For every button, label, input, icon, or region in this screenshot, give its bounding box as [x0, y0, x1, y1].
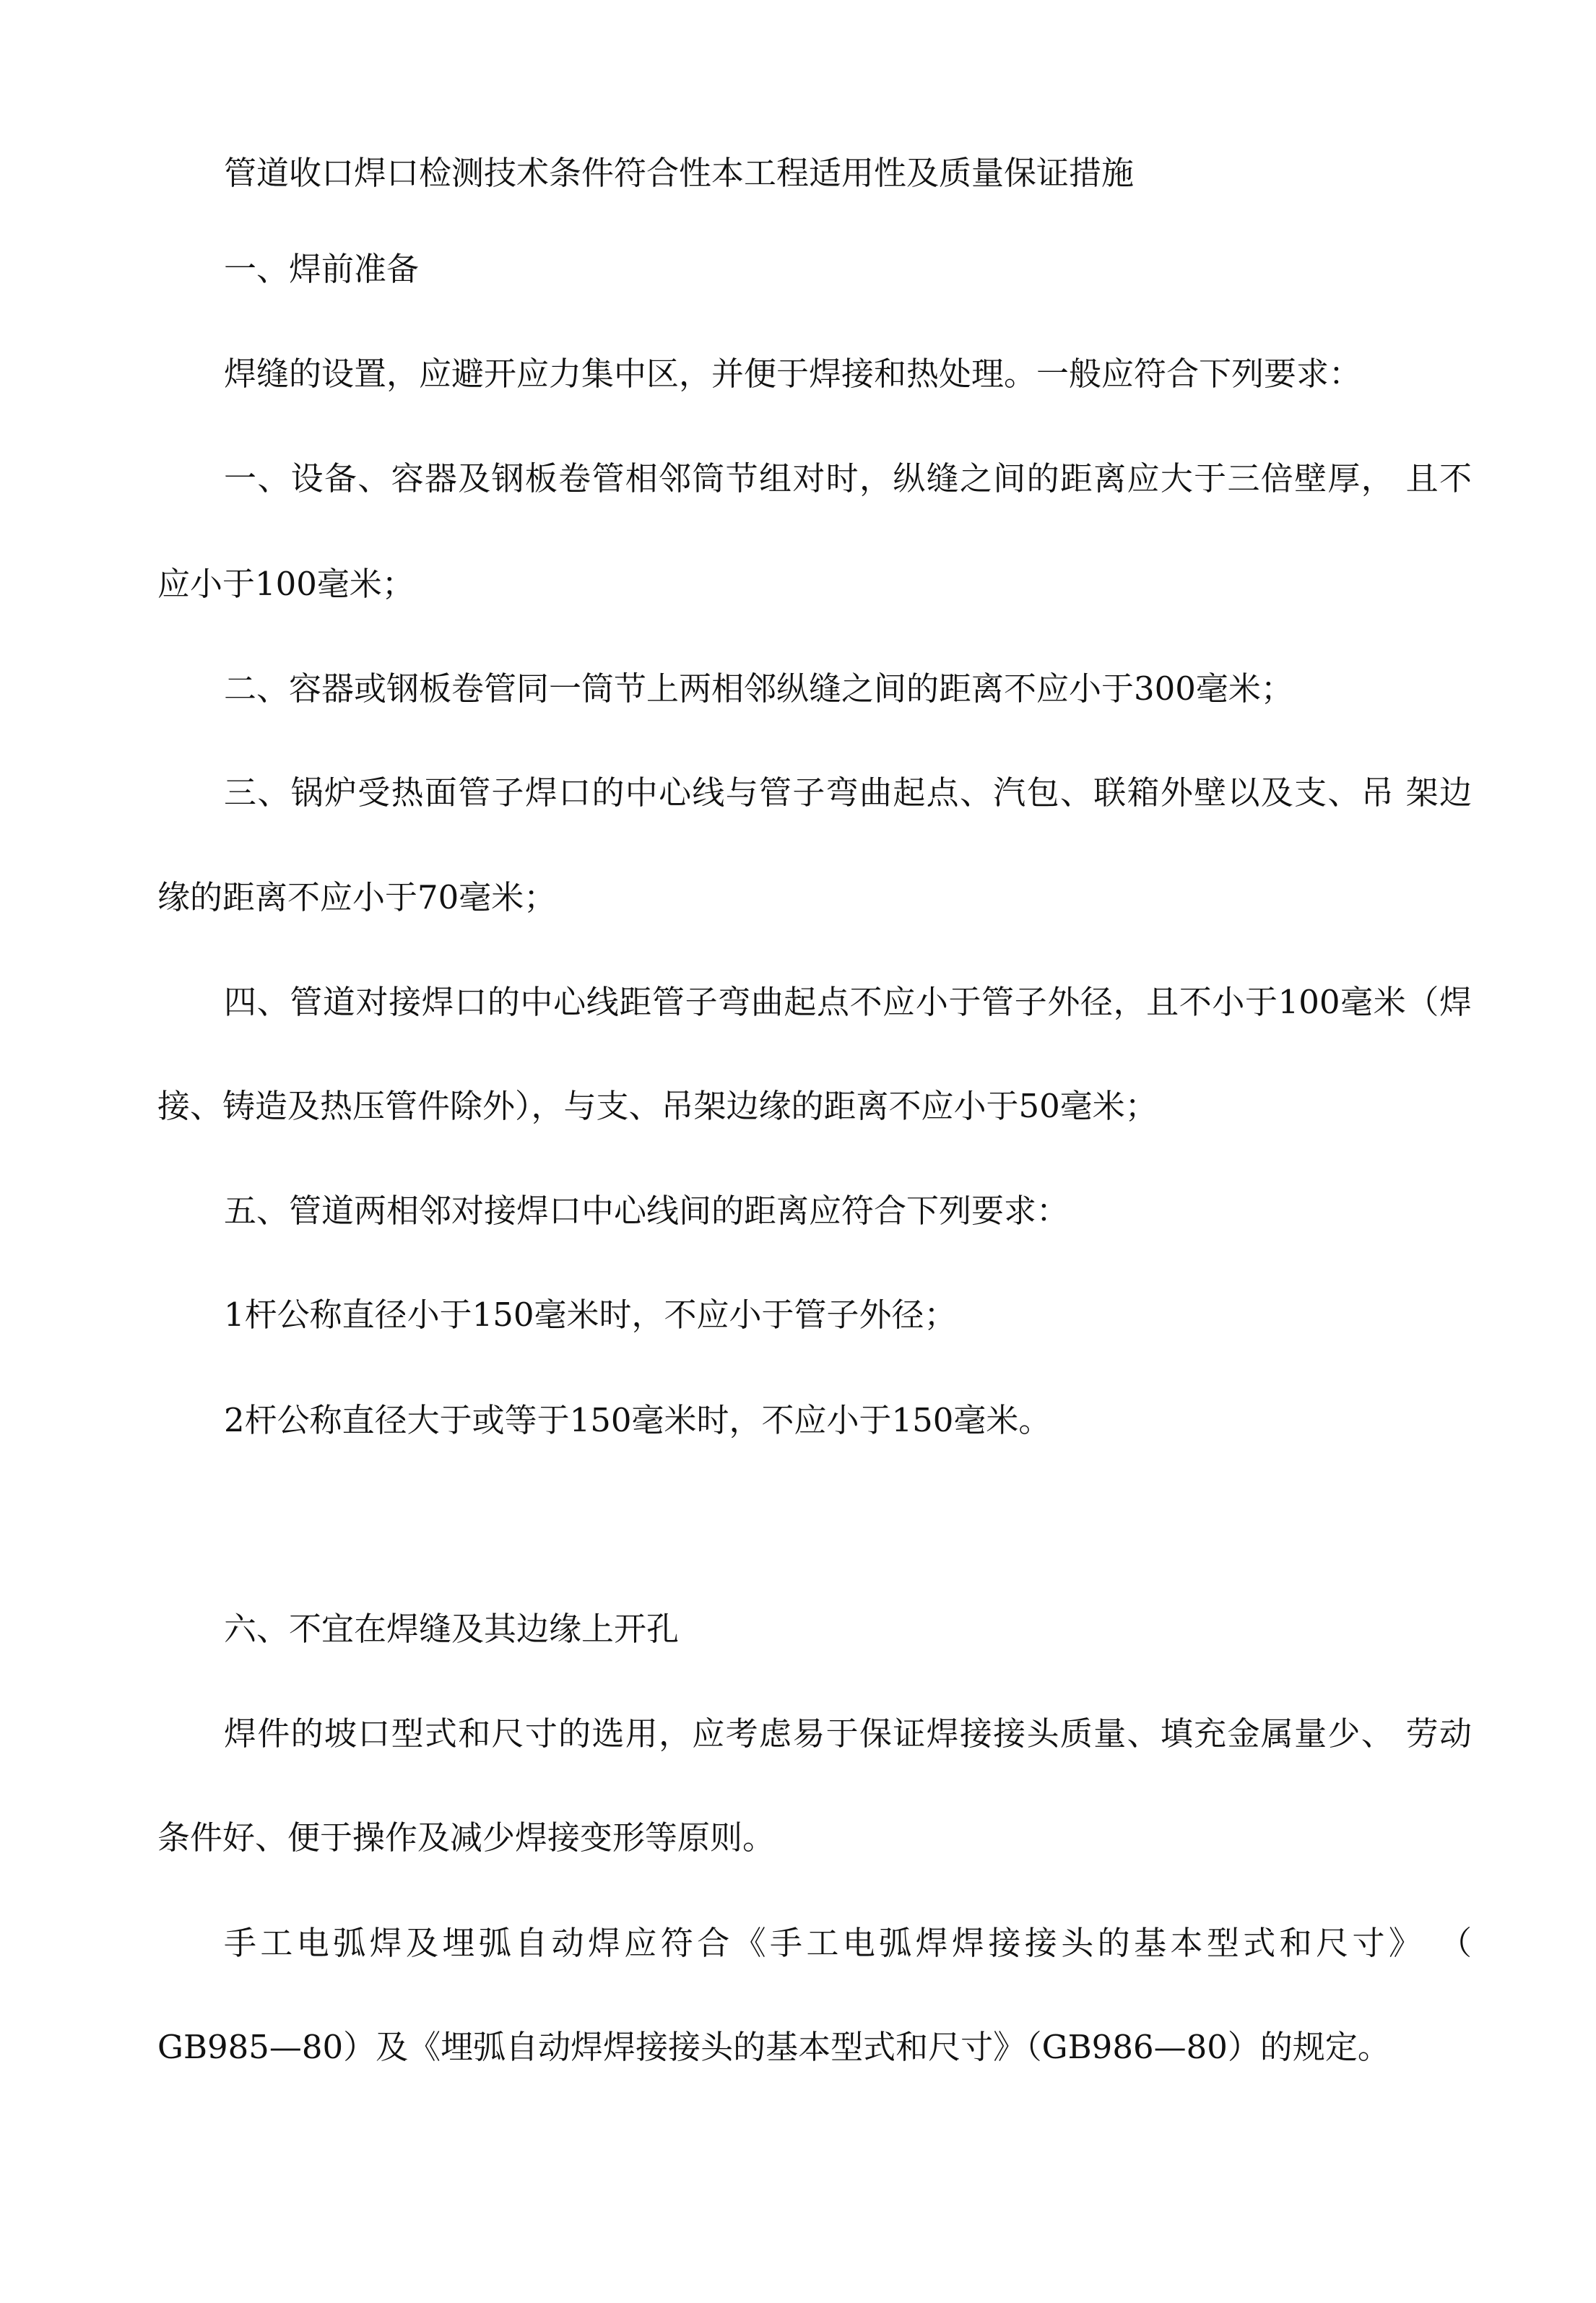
item-3-line-2: 缘的距离不应小于70毫米；: [157, 878, 557, 916]
groove-paragraph-line-2: 条件好、便于操作及减少焊接变形等原则。: [157, 1818, 776, 1857]
document-title: 管道收口焊口检测技术条件符合性本工程适用性及质量保证措施: [224, 154, 1135, 192]
item-5-sub-1: 1杆公称直径小于150毫米时，不应小于管子外径；: [224, 1296, 957, 1334]
item-1-line-1: 一、设备、容器及钢板卷管相邻筒节组对时，纵缝之间的距离应大于三倍壁厚， 且不: [224, 459, 1472, 498]
item-1-line-2: 应小于100毫米；: [157, 565, 415, 603]
section-heading-preparation: 一、焊前准备: [224, 250, 420, 288]
item-3-line-1: 三、锅炉受热面管子焊口的中心线与管子弯曲起点、汽包、联箱外壁以及支、吊 架边: [224, 773, 1472, 812]
item-2: 二、容器或钢板卷管同一筒节上两相邻纵缝之间的距离不应小于300毫米；: [224, 669, 1293, 708]
item-6: 六、不宜在焊缝及其边缘上开孔: [224, 1610, 680, 1648]
item-5: 五、管道两相邻对接焊口中心线间的距离应符合下列要求：: [224, 1192, 1070, 1230]
groove-paragraph-line-1: 焊件的坡口型式和尺寸的选用，应考虑易于保证焊接接头质量、填充金属量少、 劳动: [224, 1714, 1472, 1753]
item-4-line-1: 四、管道对接焊口的中心线距管子弯曲起点不应小于管子外径，且不小于100毫米（焊: [224, 983, 1472, 1021]
standard-paragraph-line-1: 手工电弧焊及埋弧自动焊应符合《手工电弧焊焊接接头的基本型式和尺寸》 （: [224, 1924, 1472, 1962]
standard-paragraph-line-2: GB985—80）及《埋弧自动焊焊接接头的基本型式和尺寸》（GB986—80）的规定。: [157, 2028, 1390, 2066]
item-5-sub-2: 2杆公称直径大于或等于150毫米时，不应小于150毫米。: [224, 1401, 1051, 1439]
intro-paragraph: 焊缝的设置，应避开应力集中区，并便于焊接和热处理。一般应符合下列要求：: [224, 355, 1362, 393]
item-4-line-2: 接、铸造及热压管件除外），与支、吊架边缘的距离不应小于50毫米；: [157, 1087, 1158, 1125]
